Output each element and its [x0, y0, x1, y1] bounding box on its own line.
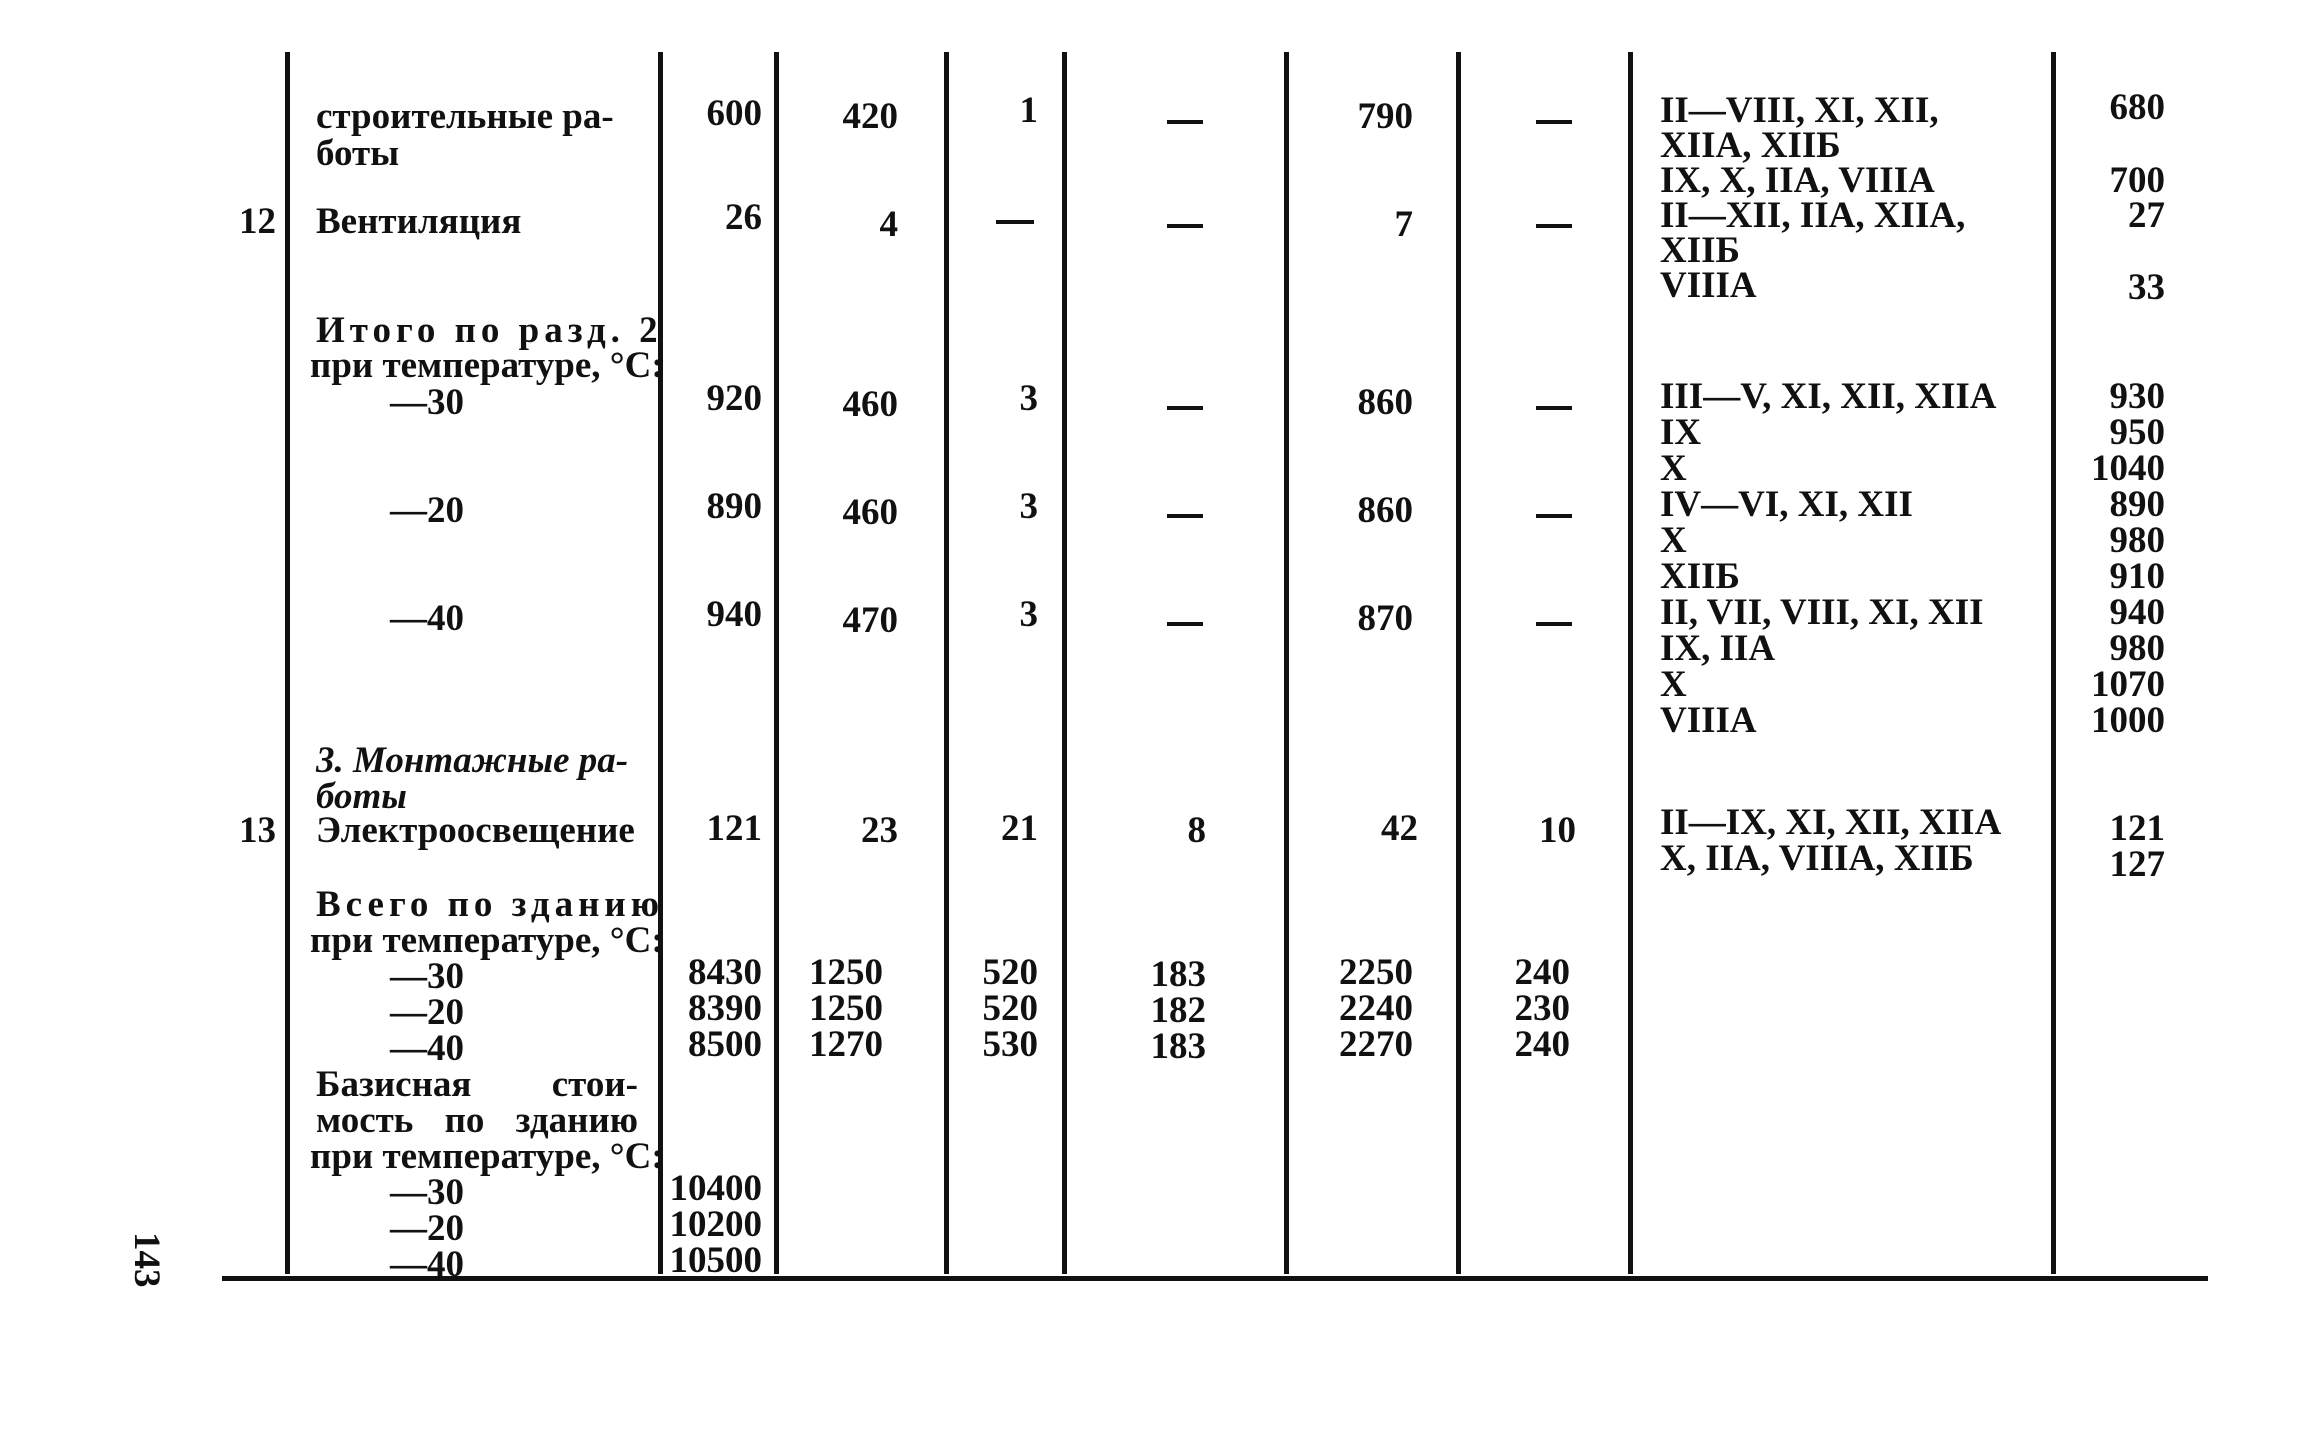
cell-c2: 460 [842, 492, 898, 533]
region-line: X [1660, 448, 1687, 489]
value-line: 33 [2128, 267, 2165, 308]
cell-c6-dash [1536, 514, 1572, 518]
cell-c3: 3 [1019, 486, 1038, 527]
total-title: Всего по зданию [316, 884, 665, 925]
cell-c4: 182 [1150, 990, 1206, 1031]
value-line: 910 [2109, 556, 2165, 597]
cell-c1: 8500 [688, 1024, 762, 1065]
region-line: X [1660, 664, 1687, 705]
cell-c5: 860 [1357, 490, 1413, 531]
cell-c3: 1 [1019, 90, 1038, 131]
row-name-line2: боты [316, 133, 400, 174]
cell-c2: 1250 [809, 952, 883, 993]
cell-c3: 3 [1019, 594, 1038, 635]
value-line: 1070 [2091, 664, 2165, 705]
column-rule [944, 52, 949, 1274]
value-line: 950 [2109, 412, 2165, 453]
region-line: VIIIA [1660, 700, 1757, 741]
cell-c4-dash [1167, 406, 1203, 410]
column-rule [1456, 52, 1461, 1274]
cell-c6: 240 [1514, 1024, 1570, 1065]
cell-c1: 8390 [688, 988, 762, 1029]
cell-c4: 8 [1187, 810, 1206, 851]
cell-c6-dash [1536, 120, 1572, 124]
cell-c1: 10500 [669, 1240, 762, 1281]
value-line: 680 [2109, 87, 2165, 128]
value-line: 980 [2109, 628, 2165, 669]
base-title-line1: Базисная стои- [316, 1064, 638, 1105]
row-name: Вентиляция [316, 201, 522, 242]
region-line: IX, IIA [1660, 628, 1776, 669]
cell-c3-dash [996, 220, 1034, 224]
cell-c1: 890 [706, 486, 762, 527]
cell-c3: 520 [982, 952, 1038, 993]
row-name: Электроосвещение [316, 810, 635, 851]
row-name-line1: строительные ра- [316, 96, 614, 137]
cell-c4: 183 [1150, 1026, 1206, 1067]
cell-c4-dash [1167, 120, 1203, 124]
value-line: 121 [2109, 808, 2165, 849]
temperature-label: —40 [390, 1244, 464, 1285]
cell-c1: 10400 [669, 1168, 762, 1209]
temperature-label: —20 [390, 1208, 464, 1249]
cell-c2: 23 [861, 810, 898, 851]
section-3-title-line2: боты [316, 776, 407, 817]
total-subtitle: при температуре, °С: [310, 920, 664, 961]
region-line: II—XII, IIA, XIIA, [1660, 195, 1966, 236]
cell-c1: 8430 [688, 952, 762, 993]
cell-c2: 460 [842, 384, 898, 425]
cell-c5: 2250 [1339, 952, 1413, 993]
region-line: XIIБ [1660, 230, 1740, 271]
value-line: 1040 [2091, 448, 2165, 489]
value-line: 890 [2109, 484, 2165, 525]
cell-c2: 4 [879, 204, 898, 245]
region-line: III—V, XI, XII, XIIA [1660, 376, 1997, 417]
cell-c5: 870 [1357, 598, 1413, 639]
cell-c6: 230 [1514, 988, 1570, 1029]
temperature-label: —40 [390, 1028, 464, 1069]
region-line: XIIA, XIIБ [1660, 125, 1841, 166]
cell-c6: 10 [1539, 810, 1576, 851]
table-bottom-rule [222, 1276, 2208, 1281]
cell-c4: 183 [1150, 954, 1206, 995]
subtotal-title: Итого по разд. 2 [316, 310, 663, 351]
column-rule [285, 52, 290, 1274]
cell-c2: 470 [842, 600, 898, 641]
cell-c2: 420 [842, 96, 898, 137]
cell-c6-dash [1536, 622, 1572, 626]
cell-c6-dash [1536, 224, 1572, 228]
region-line: XIIБ [1660, 556, 1740, 597]
section-3-title-line1: 3. Монтажные ра- [316, 740, 629, 781]
value-line: 1000 [2091, 700, 2165, 741]
value-line: 940 [2109, 592, 2165, 633]
region-line: II—IX, XI, XII, XIIA [1660, 802, 2002, 843]
cell-c4-dash [1167, 514, 1203, 518]
column-rule [1062, 52, 1067, 1274]
cell-c5: 2270 [1339, 1024, 1413, 1065]
cell-c1: 940 [706, 594, 762, 635]
temperature-label: —20 [390, 992, 464, 1033]
cell-c2: 1250 [809, 988, 883, 1029]
cell-c2: 1270 [809, 1024, 883, 1065]
cell-c5: 42 [1381, 808, 1418, 849]
row-number: 12 [239, 201, 276, 242]
column-rule [1628, 52, 1633, 1274]
value-line: 27 [2128, 195, 2165, 236]
value-line: 127 [2109, 844, 2165, 885]
value-line: 980 [2109, 520, 2165, 561]
cell-c6: 240 [1514, 952, 1570, 993]
cell-c5: 790 [1357, 96, 1413, 137]
cell-c1: 920 [706, 378, 762, 419]
cell-c4-dash [1167, 622, 1203, 626]
value-line: 700 [2109, 160, 2165, 201]
base-title-line2: мость по зданию [316, 1100, 638, 1141]
region-line: IV—VI, XI, XII [1660, 484, 1913, 525]
cell-c3: 21 [1001, 808, 1038, 849]
cell-c1: 26 [725, 197, 762, 238]
cell-c6-dash [1536, 406, 1572, 410]
temperature-label: —30 [390, 382, 464, 423]
cell-c5: 860 [1357, 382, 1413, 423]
cell-c3: 3 [1019, 378, 1038, 419]
row-number: 13 [239, 810, 276, 851]
cell-c4-dash [1167, 224, 1203, 228]
region-line: X, IIA, VIIIA, XIIБ [1660, 838, 1974, 879]
cell-c3: 520 [982, 988, 1038, 1029]
page-number: 143 [126, 1232, 167, 1288]
cell-c3: 530 [982, 1024, 1038, 1065]
temperature-label: —40 [390, 598, 464, 639]
cell-c1: 121 [706, 808, 762, 849]
base-subtitle: при температуре, °С: [310, 1136, 664, 1177]
cell-c1: 600 [706, 93, 762, 134]
cell-c5: 7 [1394, 204, 1413, 245]
temperature-label: —30 [390, 1172, 464, 1213]
temperature-label: —20 [390, 490, 464, 531]
region-line: VIIIA [1660, 265, 1757, 306]
column-rule [2051, 52, 2056, 1274]
subtotal-subtitle: при температуре, °С: [310, 345, 664, 386]
temperature-label: —30 [390, 956, 464, 997]
region-line: II—VIII, XI, XII, [1660, 90, 1939, 131]
region-line: IX, X, IIA, VIIIA [1660, 160, 1935, 201]
region-line: II, VII, VIII, XI, XII [1660, 592, 1984, 633]
region-line: IX [1660, 412, 1702, 453]
region-line: X [1660, 520, 1687, 561]
cell-c5: 2240 [1339, 988, 1413, 1029]
cell-c1: 10200 [669, 1204, 762, 1245]
value-line: 930 [2109, 376, 2165, 417]
